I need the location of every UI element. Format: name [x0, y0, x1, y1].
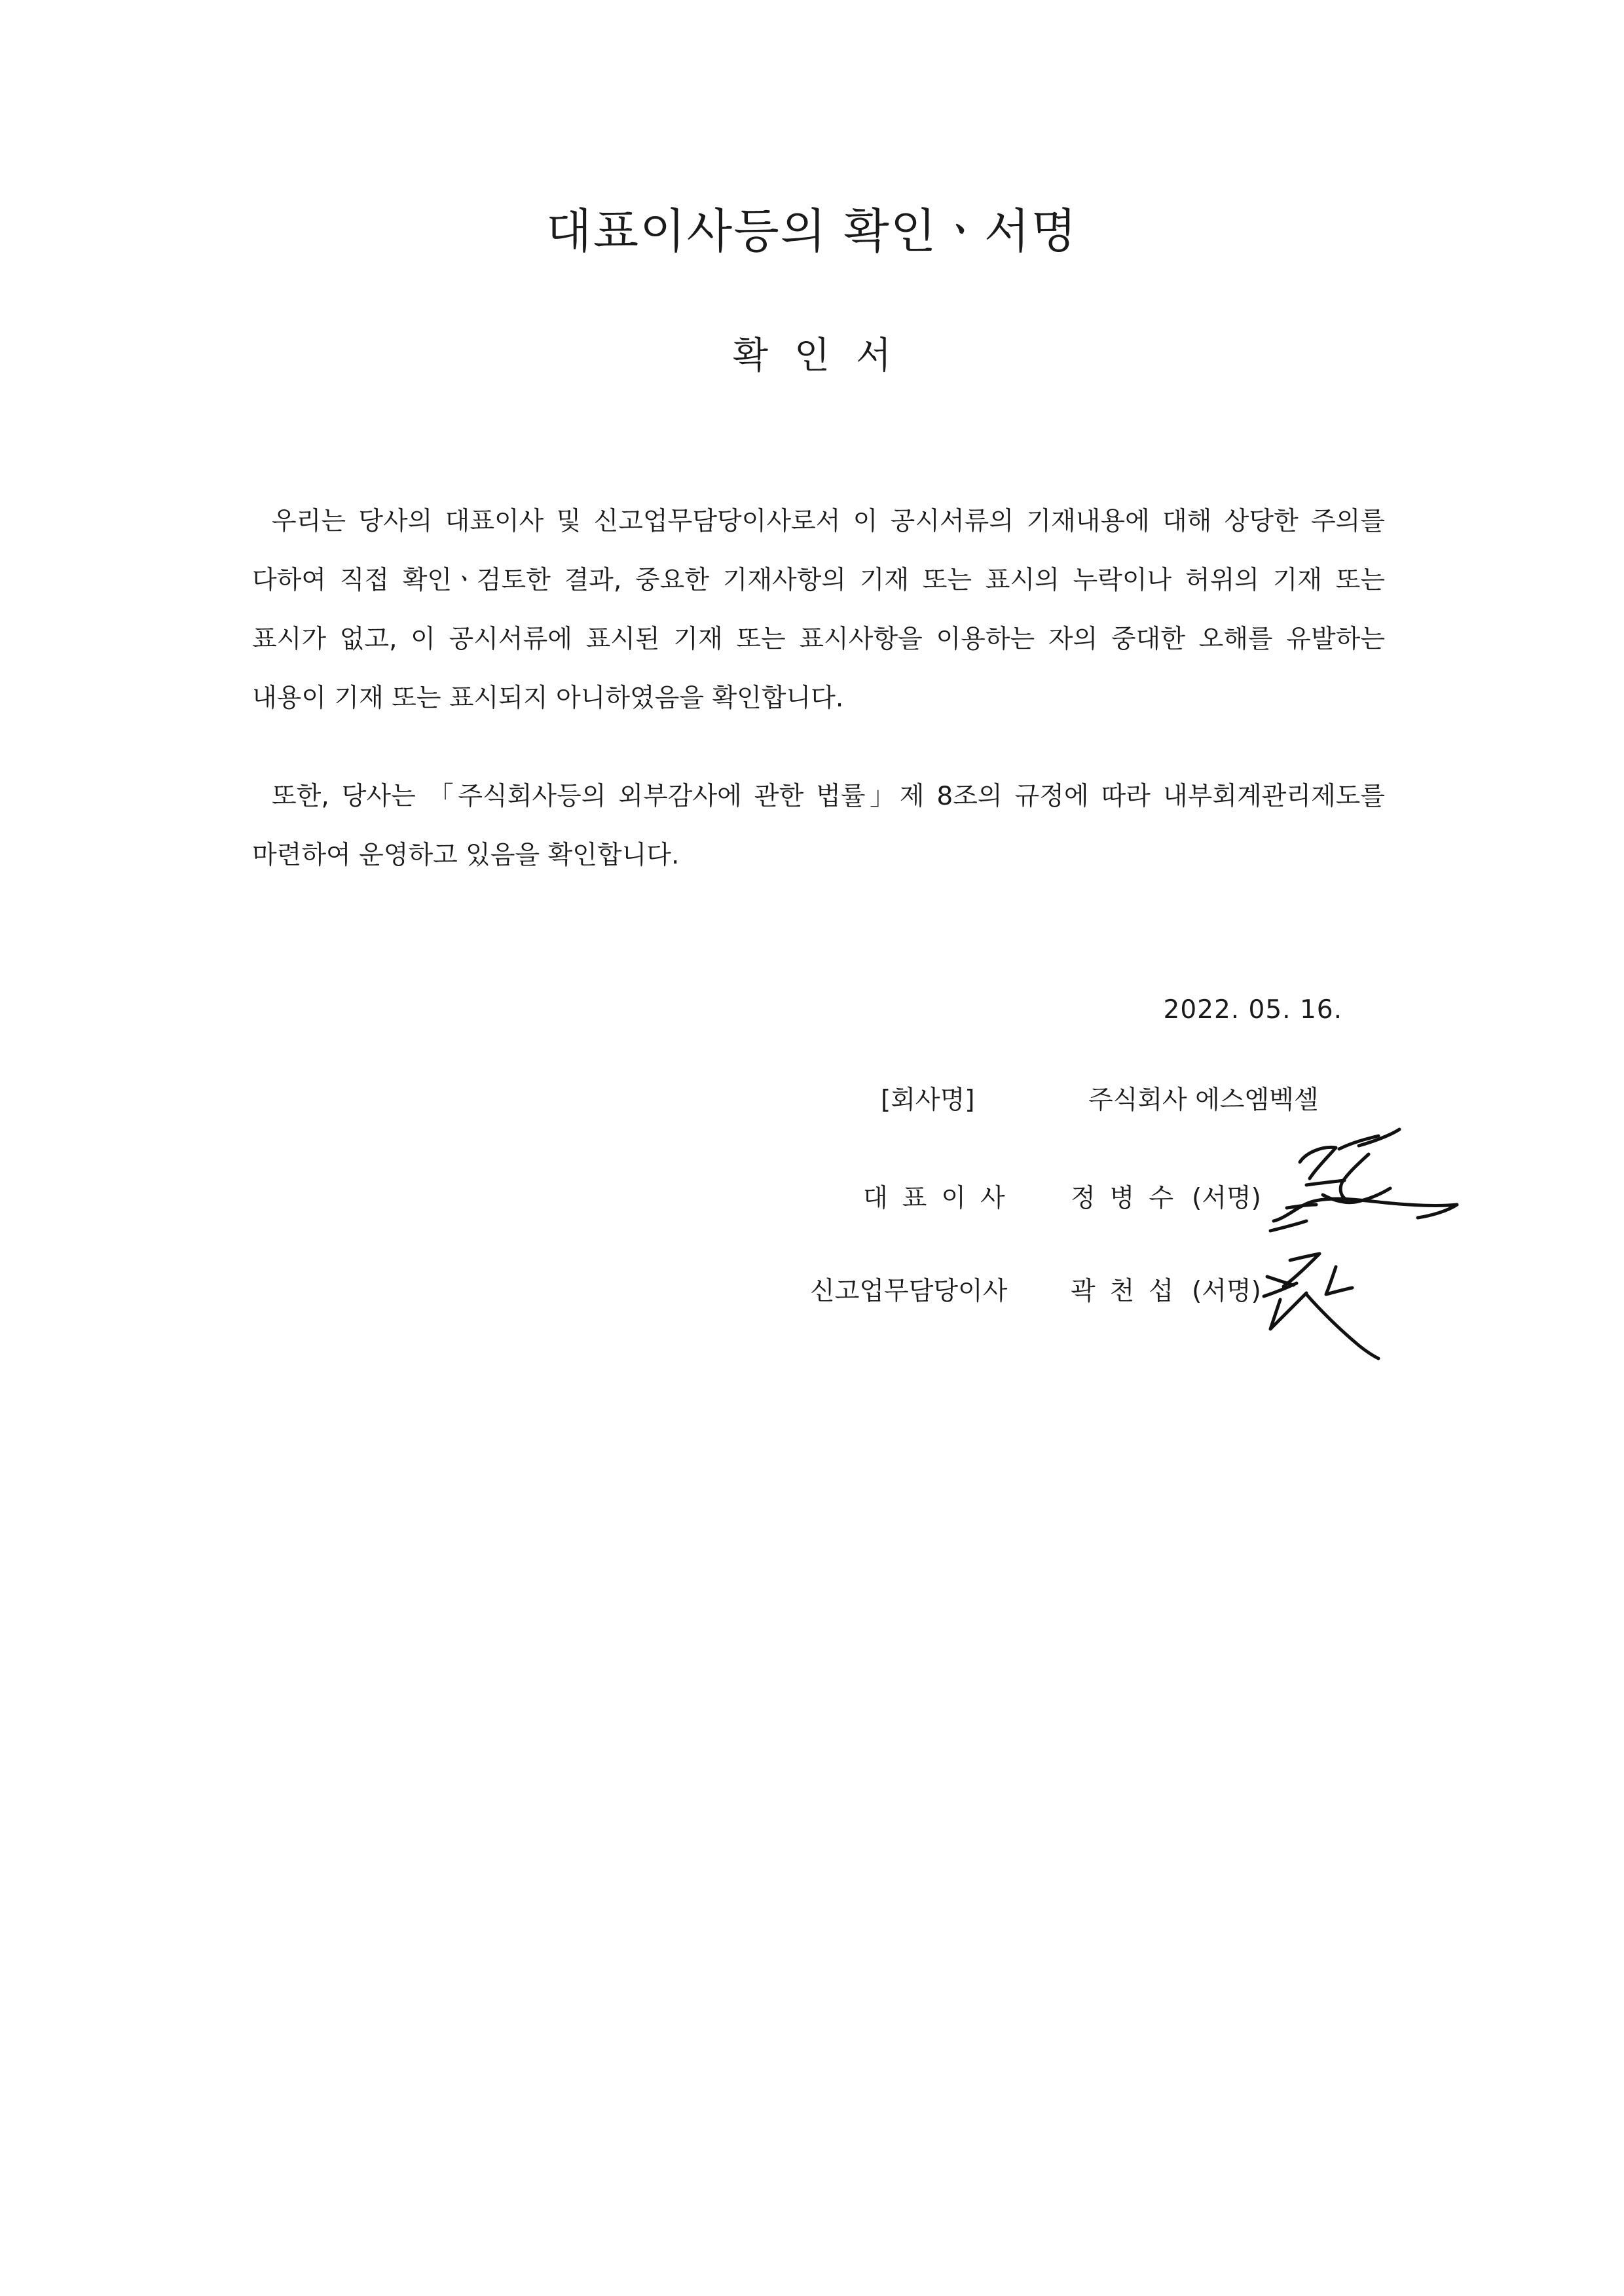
cfo-name: 곽천섭	[1071, 1277, 1189, 1306]
document-title: 대표이사등의 확인ㆍ서명	[546, 204, 1078, 259]
cfo-title: 신고업무담당이사	[810, 1277, 1008, 1306]
ceo-name: 정병수	[1071, 1184, 1189, 1213]
ceo-title: 대표이사	[863, 1184, 1020, 1213]
internal-control-paragraph: 또한, 당사는 「주식회사등의 외부감사에 관한 법률」제 8조의 규정에 따라 내부회계관리제도를 마련하여 운영하고 있음을 확인합니다.	[252, 782, 1385, 870]
ceo-signature-mark: (서명)	[1192, 1184, 1261, 1213]
ceo-handwritten-signature	[1261, 1123, 1470, 1247]
company-name: 주식회사 에스엠벡셀	[1088, 1085, 1319, 1115]
cfo-signature-mark: (서명)	[1192, 1277, 1261, 1306]
confirmation-paragraph: 우리는 당사의 대표이사 및 신고업무담당이사로서 이 공시서류의 기재내용에 대해 상당한 주의를 다하여 직접 확인ㆍ검토한 결과, 중요한 기재사항의 기재 또는 표시의 누락이나 허위의 기재 또는 표시가 없고, 이 공시서류에 표시된 기재 또는 표시사항을 이용하는 자의 중대한 오해를 유발하는 내용이 기재 또는 표시되지 아니하였음을 확인합니다.	[252, 507, 1385, 713]
company-label: [회사명]	[881, 1085, 975, 1115]
cfo-handwritten-signature	[1254, 1247, 1398, 1362]
document-subtitle: 확인서	[732, 335, 918, 377]
document-date: 2022. 05. 16.	[1163, 995, 1342, 1025]
